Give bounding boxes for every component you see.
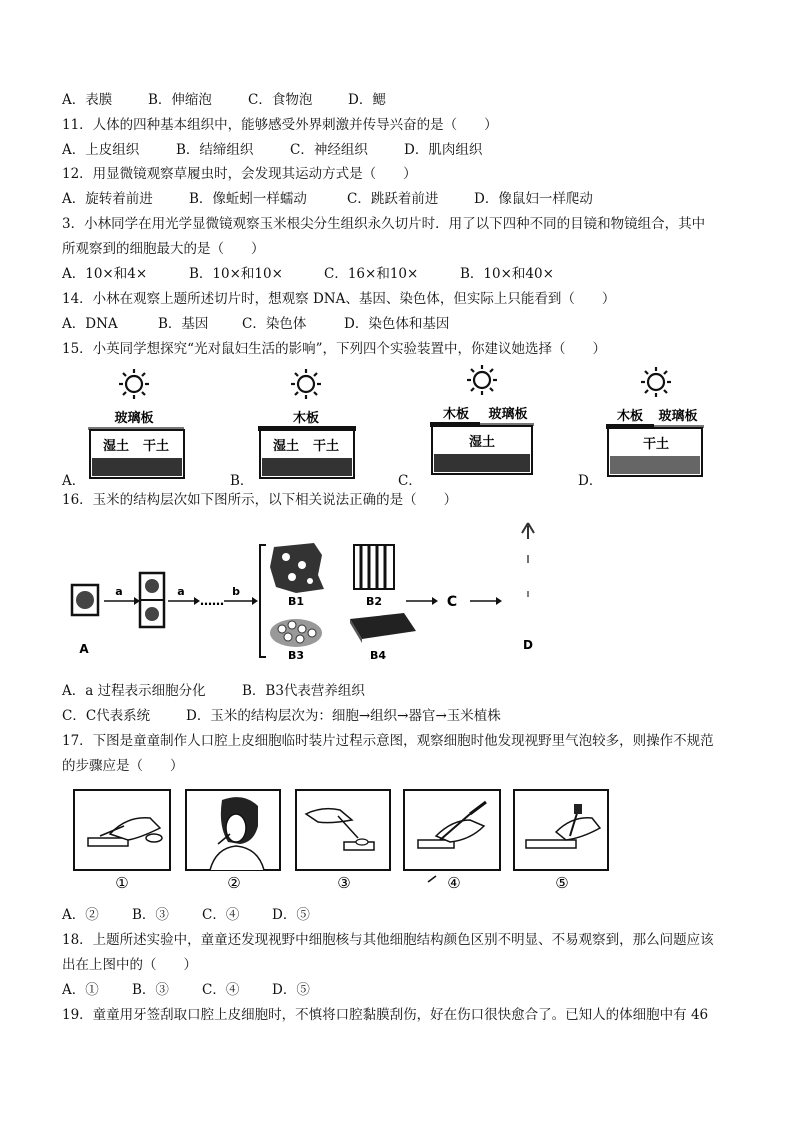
step-2-label: ② [227, 874, 241, 892]
q12-option-c: C．跳跃着前进 [347, 191, 439, 207]
apparatus-c-wood-label: 木板 [442, 407, 470, 422]
q16-stem: 16．玉米的结构层次如下图所示，以下相关说法正确的是（ ） [62, 492, 458, 508]
step-3-label: ③ [337, 874, 351, 892]
apparatus-c-glass-label: 玻璃板 [488, 407, 528, 422]
q10-options [62, 91, 386, 109]
q11-stem: 11．人体的四种基本组织中，能够感受外界刺激并传导兴奋的是（ ） [62, 117, 498, 133]
tissue-b4 [350, 613, 416, 643]
corn-plant-d [522, 523, 534, 597]
q16-option-c: C．C代表系统 [62, 708, 151, 724]
q18-option-b: B．③ [132, 982, 169, 998]
q16-option-a: A．a 过程表示细胞分化 [62, 683, 206, 699]
q14-option-c: C．染色体 [242, 316, 307, 332]
fig-label-b: b [232, 585, 240, 598]
q17-steps-figure [0, 786, 794, 898]
apparatus-b-wet-label: 湿土 [272, 439, 300, 454]
cell-a [72, 585, 98, 615]
step-4-panel [404, 790, 500, 870]
q15-label-b: B． [230, 473, 254, 489]
apparatus-b-wood-label: 木板 [292, 411, 320, 426]
step-3-panel [296, 790, 390, 870]
tissue-b3 [270, 619, 322, 647]
q13-option-d: B．10×和40× [460, 266, 554, 282]
q17-stem-line1: 17．下图是童童制作人口腔上皮细胞临时装片过程示意图，观察细胞时他发现视野里气泡较多，则操作不规范 [62, 733, 714, 749]
fig-label-b3: B3 [287, 649, 305, 662]
q15-stem: 15．小英同学想探究“光对鼠妇生活的影响”，下列四个实验装置中，你建议她选择（ ） [62, 341, 606, 357]
fig-dots: …… [200, 594, 224, 608]
step-5-label: ⑤ [555, 874, 569, 892]
q12-options [62, 190, 593, 208]
q14-option-d: D．染色体和基因 [344, 316, 450, 332]
step-1-label: ① [115, 874, 129, 892]
q18-stem-line1: 18．上题所述实验中，童童还发现视野中细胞核与其他细胞结构颜色区别不明显、不易观察到，那么问题应该 [62, 932, 714, 948]
q18-option-c: C．④ [202, 982, 240, 998]
q13-options [62, 265, 554, 283]
q10-option-c: C．食物泡 [248, 92, 313, 108]
q11-option-b: B．结缔组织 [176, 142, 254, 158]
q12-option-b: B．像蚯蚓一样蠕动 [189, 191, 307, 207]
q17-option-d: D．⑤ [272, 907, 310, 923]
fig-label-b4: B4 [369, 649, 387, 662]
q15-label-a: A． [62, 473, 86, 489]
step-4-label: ④ [447, 874, 461, 892]
apparatus-b [258, 369, 356, 478]
apparatus-a-dry-label: 干土 [142, 439, 170, 454]
fig-label-b1: B1 [287, 595, 305, 608]
q18-stem-line2: 出在上图中的（ ） [62, 957, 197, 973]
apparatus-d [606, 367, 704, 476]
q17-options [62, 906, 310, 924]
q16-options-row2 [62, 707, 501, 725]
apparatus-d-dry-label: 干土 [642, 437, 670, 452]
q18-option-a: A．① [62, 982, 99, 998]
q12-option-d: D．像鼠妇一样爬动 [474, 191, 593, 207]
fig-label-d: D [523, 638, 533, 652]
q15-apparatus-figure [0, 360, 794, 490]
q10-option-b: B．伸缩泡 [148, 92, 212, 108]
q18-option-d: D．⑤ [272, 982, 310, 998]
q11-option-c: C．神经组织 [290, 142, 368, 158]
q11-option-d: D．肌肉组织 [404, 142, 483, 158]
q17-option-b: B．③ [132, 907, 169, 923]
q16-option-b: B．B3代表营养组织 [242, 683, 365, 699]
q12-stem: 12．用显微镜观察草履虫时，会发现其运动方式是（ ） [62, 166, 417, 182]
q13-option-c: C．16×和10× [324, 266, 419, 282]
fig-label-a2: a [177, 585, 185, 598]
q15-label-c: C． [398, 473, 422, 489]
q10-option-a: A．表膜 [62, 92, 113, 108]
fig-label-c: C [446, 594, 458, 610]
apparatus-d-glass-label: 玻璃板 [658, 409, 698, 424]
q11-option-a: A．上皮组织 [62, 142, 140, 158]
apparatus-a-glass-label: 玻璃板 [114, 411, 154, 426]
q19-stem: 19．童童用牙签刮取口腔上皮细胞时，不慎将口腔黏膜刮伤，好在伤口很快愈合了。已知人的体细胞中有 46 [62, 1007, 709, 1023]
q10-option-d: D．鳃 [348, 92, 386, 108]
fig-label-a: A [79, 642, 89, 656]
q14-options [62, 315, 449, 333]
q13-option-b: B．10×和10× [189, 266, 283, 282]
tissue-b1 [270, 543, 324, 593]
fig-label-a1: a [115, 585, 123, 598]
q16-options-row1 [62, 682, 365, 700]
apparatus-c [430, 365, 534, 474]
q17-option-a: A．② [62, 907, 99, 923]
step-2-panel [186, 790, 280, 870]
apparatus-c-wet-label: 湿土 [468, 435, 496, 450]
q17-option-c: C．④ [202, 907, 240, 923]
q12-option-a: A．旋转着前进 [62, 191, 153, 207]
apparatus-b-dry-label: 干土 [312, 439, 340, 454]
apparatus-d-wood-label: 木板 [616, 409, 644, 424]
fig-label-b2: B2 [365, 595, 383, 608]
q13-option-a: A．10×和4× [62, 266, 148, 282]
apparatus-a-wet-label: 湿土 [102, 439, 130, 454]
q16-option-d: D．玉米的结构层次为：细胞→组织→器官→玉米植株 [186, 708, 501, 724]
q13-stem-line2: 所观察到的细胞最大的是（ ） [62, 241, 265, 257]
q15-label-d: D． [578, 473, 603, 489]
q18-options [62, 981, 310, 999]
step-1-panel [74, 790, 170, 870]
step-5-panel [514, 790, 608, 870]
tissue-b2 [354, 545, 394, 589]
q13-stem-line1: 3．小林同学在用光学显微镜观察玉米根尖分生组织永久切片时．用了以下四种不同的目镜和物镜组合，其中 [62, 216, 706, 232]
q14-option-a: A．DNA [62, 316, 118, 332]
dividing-cells [140, 573, 164, 627]
q17-stem-line2: 的步骤应是（ ） [62, 758, 184, 774]
q16-structure-figure [0, 515, 794, 675]
q11-options [62, 141, 482, 159]
q14-option-b: B．基因 [158, 316, 209, 332]
q14-stem: 14．小林在观察上题所述切片时，想观察 DNA、基因、染色体，但实际上只能看到（ ） [62, 291, 616, 307]
apparatus-a [88, 369, 184, 478]
